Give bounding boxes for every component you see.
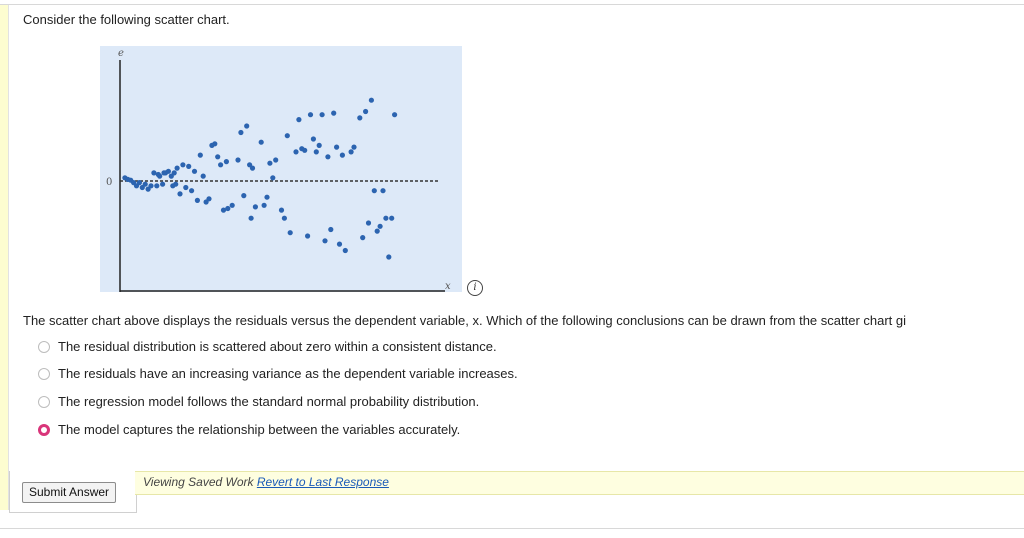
data-point-64 [302, 148, 307, 153]
data-point-70 [320, 112, 325, 117]
data-point-66 [308, 112, 313, 117]
revert-link[interactable]: Revert to Last Response [256, 475, 389, 489]
data-point-68 [314, 149, 319, 154]
option-3[interactable] [38, 394, 479, 409]
data-point-53 [264, 195, 269, 200]
data-point-10 [148, 183, 153, 188]
data-point-72 [325, 154, 330, 159]
data-point-36 [212, 141, 217, 146]
data-point-28 [189, 188, 194, 193]
data-point-27 [186, 164, 191, 169]
data-point-48 [249, 216, 254, 221]
data-point-90 [383, 216, 388, 221]
data-point-6 [137, 180, 142, 185]
saved-work-notice [143, 475, 389, 489]
data-point-52 [262, 203, 267, 208]
submit-answer-button[interactable]: Submit Answer [22, 482, 116, 503]
scatter-chart-svg [100, 46, 462, 292]
data-point-51 [259, 140, 264, 145]
option-4[interactable] [38, 422, 460, 437]
info-icon[interactable]: i [467, 280, 483, 296]
data-point-29 [192, 169, 197, 174]
prompt-text: Consider the following scatter chart. [23, 12, 230, 27]
data-point-8 [143, 182, 148, 187]
chart-background [100, 46, 462, 292]
data-point-18 [166, 169, 171, 174]
data-point-74 [331, 111, 336, 116]
option-3-radio[interactable] [38, 396, 50, 408]
option-1[interactable] [38, 339, 497, 354]
data-point-49 [250, 166, 255, 171]
data-point-89 [380, 188, 385, 193]
data-point-38 [218, 162, 223, 167]
data-point-26 [183, 185, 188, 190]
data-point-22 [173, 182, 178, 187]
data-point-67 [311, 136, 316, 141]
data-point-60 [288, 230, 293, 235]
data-point-75 [334, 145, 339, 150]
x-axis-label: x [445, 281, 451, 292]
data-point-58 [282, 216, 287, 221]
data-point-83 [363, 109, 368, 114]
data-point-37 [215, 154, 220, 159]
data-point-87 [375, 229, 380, 234]
bottom-divider [0, 528, 1024, 529]
data-point-91 [386, 254, 391, 259]
option-2-radio[interactable] [38, 368, 50, 380]
option-4-label: The model captures the relationship between the variables accurately. [58, 422, 461, 437]
data-point-55 [270, 175, 275, 180]
data-point-45 [241, 193, 246, 198]
data-point-65 [305, 233, 310, 238]
data-point-41 [225, 206, 230, 211]
data-point-77 [340, 153, 345, 158]
option-1-label: The residual distribution is scattered about zero within a consistent distance. [58, 339, 497, 354]
data-point-46 [244, 123, 249, 128]
panel-border [8, 5, 9, 510]
data-point-59 [285, 133, 290, 138]
option-2[interactable] [38, 366, 518, 381]
data-point-82 [360, 235, 365, 240]
y-axis-label: e [118, 48, 124, 59]
data-point-12 [154, 183, 159, 188]
option-4-radio-selected[interactable] [38, 424, 50, 436]
data-point-84 [366, 220, 371, 225]
data-point-32 [201, 174, 206, 179]
data-point-76 [337, 242, 342, 247]
data-point-80 [351, 145, 356, 150]
data-point-92 [389, 216, 394, 221]
top-divider [0, 4, 1024, 5]
data-point-30 [195, 198, 200, 203]
data-point-73 [328, 227, 333, 232]
data-point-86 [372, 188, 377, 193]
data-point-23 [175, 166, 180, 171]
option-3-label: The regression model follows the standard normal probability distribution. [58, 394, 480, 409]
data-point-14 [157, 174, 162, 179]
scatter-chart [100, 46, 462, 292]
data-point-57 [279, 208, 284, 213]
data-point-54 [267, 161, 272, 166]
zero-tick-label: 0 [106, 177, 113, 188]
option-1-radio[interactable] [38, 341, 50, 353]
data-point-71 [322, 238, 327, 243]
question-text: The scatter chart above displays the residuals versus the dependent variable, x. Which of the following conclusions can be drawn from the scatter chart gi [23, 313, 907, 328]
data-point-50 [253, 204, 258, 209]
data-point-40 [224, 159, 229, 164]
data-point-85 [369, 98, 374, 103]
data-point-31 [198, 153, 203, 158]
data-point-44 [238, 130, 243, 135]
data-point-81 [357, 115, 362, 120]
data-point-42 [230, 203, 235, 208]
data-point-88 [378, 224, 383, 229]
data-point-15 [160, 182, 165, 187]
data-point-34 [206, 196, 211, 201]
data-point-79 [349, 149, 354, 154]
data-point-21 [172, 170, 177, 175]
data-point-78 [343, 248, 348, 253]
data-point-62 [296, 117, 301, 122]
data-point-25 [180, 162, 185, 167]
data-point-56 [273, 157, 278, 162]
data-point-43 [235, 157, 240, 162]
saved-work-text: Viewing Saved Work [143, 475, 254, 489]
data-point-69 [317, 143, 322, 148]
option-2-label: The residuals have an increasing variance as the dependent variable increases. [58, 366, 518, 381]
data-point-61 [293, 149, 298, 154]
data-point-93 [392, 112, 397, 117]
data-point-24 [177, 191, 182, 196]
